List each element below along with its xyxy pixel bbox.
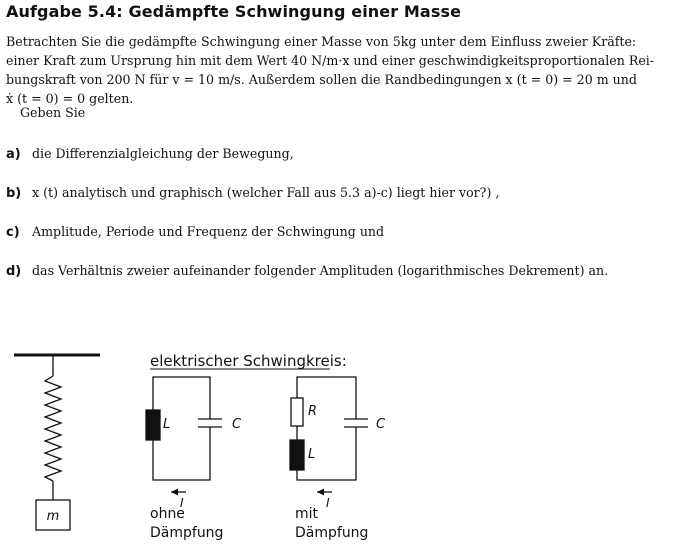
circuit-rlc: [290, 377, 368, 496]
circuit2-caption-line2: Dämpfung: [295, 525, 369, 541]
intro-line-1: Betrachten Sie die gedämpfte Schwingung einer Masse von 5kg unter dem Einfluss zweier Kräfte:: [6, 34, 637, 49]
spring-coil: [45, 376, 61, 481]
task-c-label: c): [6, 225, 20, 240]
circuit2-top-wire: [297, 377, 356, 419]
current-arrowhead-2: [317, 489, 324, 496]
circuit1-caption-line2: Dämpfung: [150, 525, 224, 541]
task-b-text: x (t) analytisch und graphisch (welcher Fall aus 5.3 a)-c) liegt hier vor?) ,: [32, 185, 500, 200]
current-arrowhead-1: [171, 489, 178, 496]
circuit2-inductor-label: L: [308, 447, 316, 462]
task-d-label: d): [6, 264, 22, 279]
circuit2-bottom-wire: [297, 427, 356, 480]
task-b-label: b): [6, 186, 22, 201]
circuit1-inductor-label: L: [163, 417, 171, 432]
circuit2-current-label: I: [326, 496, 330, 510]
intro-text: [6, 32, 674, 108]
geben-sie-text: Geben Sie: [20, 105, 86, 120]
task-c: [6, 224, 384, 240]
inductor-block: [146, 410, 160, 440]
resistor-block: [291, 398, 303, 426]
intro-line-3: bungskraft von 200 N für v = 10 m/s. Außerdem sollen die Randbedingungen x (t = 0) = 20 m und: [6, 72, 637, 87]
circuit1-bottom-wire: [153, 427, 210, 480]
circuit1-caption-line1: ohne: [150, 506, 185, 522]
task-d-text: das Verhältnis zweier aufeinander folgender Amplituden (logarithmisches Dekrement) an.: [32, 263, 609, 278]
mass-label: m: [46, 509, 60, 524]
intro-line-2: einer Kraft zum Ursprung hin mit dem Wert 40 N/m·x und einer geschwindigkeitsproportionalen Rei-: [6, 53, 655, 68]
circuit1-top-wire: [153, 377, 210, 419]
task-b: [6, 185, 499, 201]
task-c-text: Amplitude, Periode und Frequenz der Schwingung und: [32, 224, 385, 239]
circuit2-resistor-label: R: [308, 404, 318, 419]
circuit2-caption-line1: mit: [295, 506, 319, 522]
intro-line-4: ẋ (t = 0) = 0 gelten.: [6, 91, 134, 106]
inductor-block-2: [290, 440, 304, 470]
circuit-title: elektrischer Schwingkreis:: [150, 352, 347, 370]
circuit2-capacitor-label: C: [376, 417, 386, 432]
oscillator-figure: [0, 340, 680, 545]
task-d: [6, 263, 608, 279]
task-title: Aufgabe 5.4: Gedämpfte Schwingung einer Masse: [6, 2, 462, 21]
circuit1-current-label: I: [180, 496, 184, 510]
task-a: [6, 146, 294, 162]
task-a-text: die Differenzialgleichung der Bewegung,: [32, 146, 294, 161]
task-a-label: a): [6, 147, 21, 162]
spring-mass-system: [14, 355, 100, 530]
circuit1-capacitor-label: C: [232, 417, 242, 432]
circuit-lc: [146, 377, 222, 496]
